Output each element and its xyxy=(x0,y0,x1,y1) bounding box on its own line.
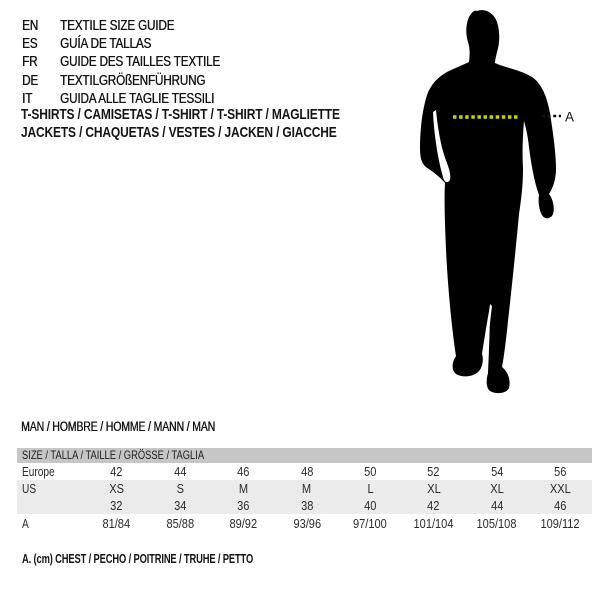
table-cell: 34 xyxy=(173,498,187,514)
language-row xyxy=(22,89,265,107)
table-cell: 54 xyxy=(490,463,504,479)
language-title: GUÍA DE TALLAS xyxy=(60,34,152,52)
table-row-chest-cm xyxy=(17,514,592,531)
measure-label-a: A xyxy=(565,109,575,125)
table-cell: 36 xyxy=(237,498,250,514)
language-title: TEXTILGRÖßENFÜHRUNG xyxy=(60,71,206,89)
language-list xyxy=(22,16,265,107)
table-cell: 44 xyxy=(173,463,187,479)
row-label: Europe xyxy=(22,463,55,479)
table-cell: 52 xyxy=(427,463,440,479)
language-code: FR xyxy=(22,53,38,71)
table-cell: 38 xyxy=(300,498,313,514)
table-row-europe xyxy=(17,463,592,480)
table-cell: M xyxy=(302,480,312,496)
table-row-us-numbers xyxy=(17,497,592,514)
table-cell: 50 xyxy=(364,463,377,479)
table-cell: M xyxy=(238,480,249,496)
table-cell: 46 xyxy=(237,463,250,479)
table-cell: 32 xyxy=(110,498,123,514)
language-code: EN xyxy=(22,16,38,34)
language-row xyxy=(22,34,265,52)
category-lines xyxy=(21,106,420,142)
row-label: US xyxy=(22,480,37,496)
table-cell: 42 xyxy=(427,498,440,514)
table-cell: XS xyxy=(109,480,125,496)
category-line-jackets: JACKETS / CHAQUETAS / VESTES / JACKEN / GIACCHE xyxy=(21,124,337,141)
table-cell: 46 xyxy=(554,498,567,514)
language-title: TEXTILE SIZE GUIDE xyxy=(60,16,175,34)
table-cell: 40 xyxy=(364,498,377,514)
table-row-us-letters xyxy=(17,480,592,497)
table-cell: XL xyxy=(426,480,441,496)
table-cell: XXL xyxy=(549,480,571,496)
language-title: GUIDE DES TAILLES TEXTILE xyxy=(60,53,220,71)
table-cell: S xyxy=(176,480,184,496)
table-cell: 48 xyxy=(300,463,313,479)
section-title: MAN / HOMBRE / HOMME / MANN / MAN xyxy=(21,418,215,434)
language-row xyxy=(22,53,265,71)
category-line-tshirts: T-SHIRTS / CAMISETAS / T-SHIRT / T-SHIRT / MAGLIETTE xyxy=(21,106,340,123)
table-cell: 105/108 xyxy=(476,515,517,531)
table-cell: 93/96 xyxy=(292,515,321,531)
language-title: GUIDA ALLE TAGLIE TESSILI xyxy=(60,89,215,107)
table-cell: 44 xyxy=(490,498,504,514)
language-code: DE xyxy=(22,71,38,89)
table-cell: 97/100 xyxy=(353,515,388,531)
row-label xyxy=(17,498,85,513)
language-row xyxy=(22,16,265,34)
row-label: A xyxy=(22,515,29,531)
measurement-footnote: A. (cm) CHEST / PECHO / POITRINE / TRUHE / PETTO xyxy=(22,551,254,566)
table-cell: 89/92 xyxy=(229,515,258,531)
table-cell: 42 xyxy=(110,463,123,479)
language-row xyxy=(22,71,265,89)
man-figure xyxy=(400,0,600,420)
size-table xyxy=(17,448,592,532)
table-cell: 109/112 xyxy=(540,515,580,531)
table-cell: 81/84 xyxy=(102,515,131,531)
table-cell: 101/104 xyxy=(413,515,454,531)
language-code: ES xyxy=(22,34,38,52)
table-cell: XL xyxy=(490,480,504,496)
language-code: IT xyxy=(22,89,33,107)
size-table-header: SIZE / TALLA / TAILLE / GRÖSSE / TAGLIA xyxy=(17,448,592,463)
table-cell: L xyxy=(367,480,374,496)
table-cell: 85/88 xyxy=(166,515,194,531)
table-cell: 56 xyxy=(554,463,567,479)
